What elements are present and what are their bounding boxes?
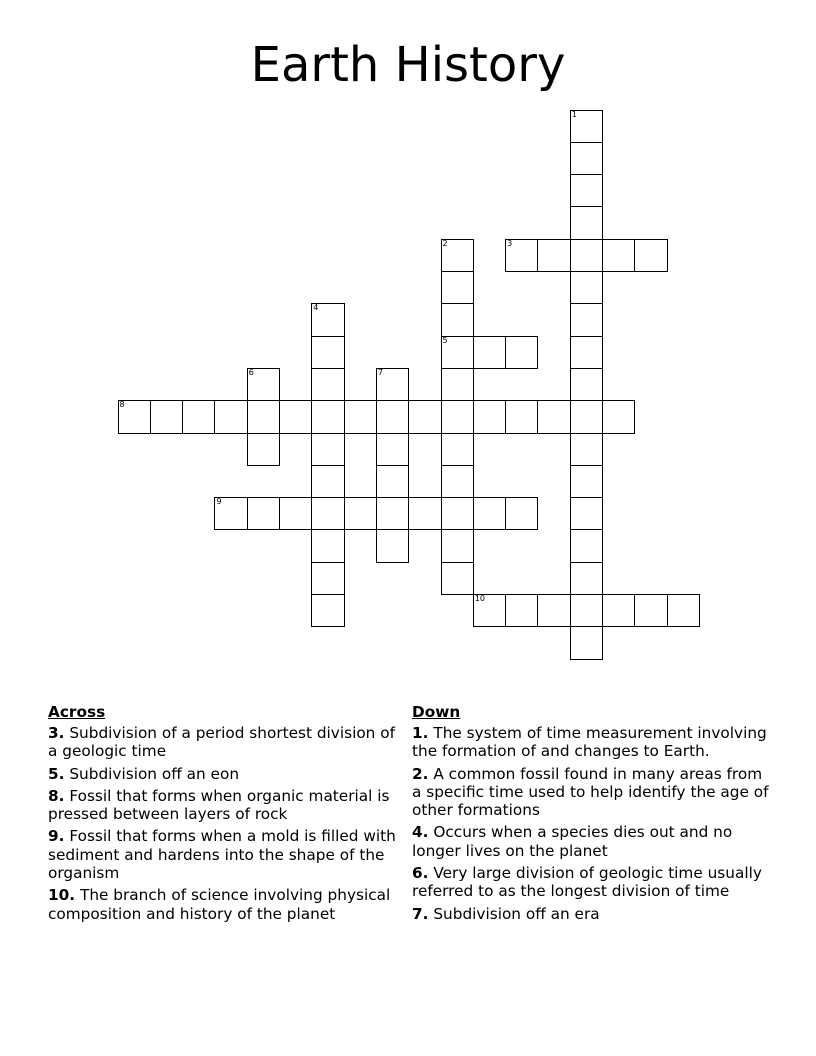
grid-cell[interactable]	[570, 336, 603, 369]
grid-cell[interactable]	[570, 142, 603, 175]
grid-cell[interactable]	[570, 594, 603, 627]
grid-cell[interactable]	[311, 465, 344, 498]
clue-text: The system of time measurement involving the formation of and changes to Earth.	[412, 724, 767, 761]
grid-cell[interactable]	[214, 497, 247, 530]
grid-cell[interactable]	[441, 433, 474, 466]
clue-text: Subdivision off an era	[433, 904, 600, 923]
clue-text: Fossil that forms when a mold is filled with sediment and hardens into the shape of the organism	[48, 827, 396, 883]
clue-down-4	[412, 823, 772, 860]
clue-text: Subdivision of a period shortest division of a geologic time	[48, 724, 395, 761]
clue-number: 7.	[412, 904, 429, 923]
grid-cell[interactable]	[311, 562, 344, 595]
grid-cell[interactable]	[570, 529, 603, 562]
grid-cell[interactable]	[311, 336, 344, 369]
grid-cell[interactable]	[344, 400, 377, 433]
grid-cell[interactable]	[505, 239, 538, 272]
grid-cell[interactable]	[537, 400, 570, 433]
clue-down-1	[412, 724, 772, 761]
grid-cell[interactable]	[311, 433, 344, 466]
grid-cell[interactable]	[570, 206, 603, 239]
grid-cell[interactable]	[247, 400, 280, 433]
grid-cell[interactable]	[344, 497, 377, 530]
cell-number: 1	[571, 109, 577, 119]
grid-cell[interactable]	[570, 368, 603, 401]
grid-cell[interactable]	[570, 239, 603, 272]
cell-number: 7	[377, 367, 383, 377]
grid-cell[interactable]	[473, 594, 506, 627]
grid-cell[interactable]	[376, 529, 409, 562]
grid-cell[interactable]	[150, 400, 183, 433]
grid-cell[interactable]	[505, 336, 538, 369]
grid-cell[interactable]	[311, 303, 344, 336]
grid-cell[interactable]	[311, 400, 344, 433]
grid-cell[interactable]	[570, 303, 603, 336]
grid-cell[interactable]	[634, 594, 667, 627]
grid-cell[interactable]	[441, 271, 474, 304]
grid-cell[interactable]	[602, 594, 635, 627]
grid-cell[interactable]	[602, 239, 635, 272]
grid-cell[interactable]	[247, 497, 280, 530]
clue-across-3	[48, 724, 408, 761]
grid-cell[interactable]	[570, 433, 603, 466]
grid-cell[interactable]	[441, 400, 474, 433]
down-heading: Down	[412, 703, 461, 721]
cell-number: 9	[216, 497, 222, 507]
grid-cell[interactable]	[473, 497, 506, 530]
grid-cell[interactable]	[311, 368, 344, 401]
clue-number: 5.	[48, 764, 65, 783]
cell-number: 8	[119, 400, 125, 410]
grid-cell[interactable]	[505, 400, 538, 433]
cell-number: 5	[442, 335, 448, 345]
clue-across-5	[48, 765, 408, 783]
grid-cell[interactable]	[441, 497, 474, 530]
cell-number: 3	[507, 238, 513, 248]
grid-cell[interactable]	[441, 562, 474, 595]
cell-number: 6	[248, 367, 254, 377]
grid-cell[interactable]	[279, 497, 312, 530]
grid-cell[interactable]	[441, 529, 474, 562]
grid-cell[interactable]	[634, 239, 667, 272]
grid-cell[interactable]	[570, 110, 603, 143]
grid-cell[interactable]	[279, 400, 312, 433]
grid-cell[interactable]	[570, 465, 603, 498]
clue-text: Subdivision off an eon	[69, 764, 240, 783]
grid-cell[interactable]	[570, 562, 603, 595]
grid-cell[interactable]	[602, 400, 635, 433]
grid-cell[interactable]	[376, 368, 409, 401]
grid-cell[interactable]	[473, 400, 506, 433]
clue-across-10	[48, 886, 408, 923]
grid-cell[interactable]	[376, 497, 409, 530]
grid-cell[interactable]	[311, 497, 344, 530]
grid-cell[interactable]	[182, 400, 215, 433]
grid-cell[interactable]	[376, 433, 409, 466]
grid-cell[interactable]	[505, 594, 538, 627]
grid-cell[interactable]	[441, 336, 474, 369]
grid-cell[interactable]	[247, 368, 280, 401]
puzzle-title: Earth History	[250, 37, 566, 93]
clue-number: 3.	[48, 724, 65, 742]
clue-across-9	[48, 827, 408, 882]
clue-text: Very large division of geologic time usually referred to as the longest division of time	[412, 864, 762, 901]
grid-cell[interactable]	[441, 239, 474, 272]
clue-down-7	[412, 905, 772, 923]
grid-cell[interactable]	[667, 594, 700, 627]
clue-number: 2.	[412, 764, 429, 783]
grid-cell[interactable]	[408, 400, 441, 433]
clue-across-8	[48, 787, 408, 824]
grid-cell[interactable]	[311, 594, 344, 627]
cell-number: 10	[474, 594, 485, 603]
clue-text: Occurs when a species dies out and no longer lives on the planet	[412, 823, 733, 860]
across-heading: Across	[48, 703, 106, 721]
clue-down-2	[412, 765, 772, 820]
grid-cell[interactable]	[505, 497, 538, 530]
cell-number: 2	[442, 238, 448, 248]
grid-cell[interactable]	[441, 465, 474, 498]
clue-number: 6.	[412, 864, 429, 883]
down-clues	[412, 703, 772, 927]
grid-cell[interactable]	[118, 400, 151, 433]
grid-cell[interactable]	[570, 400, 603, 433]
grid-cell[interactable]	[473, 336, 506, 369]
grid-cell[interactable]	[570, 497, 603, 530]
clue-text: A common fossil found in many areas from a specific time used to help identify the age of other formations	[412, 764, 769, 820]
grid-cell[interactable]	[247, 433, 280, 466]
grid-cell[interactable]	[537, 594, 570, 627]
grid-cell[interactable]	[408, 497, 441, 530]
grid-cell[interactable]	[376, 465, 409, 498]
grid-cell[interactable]	[376, 400, 409, 433]
cell-number: 4	[313, 303, 319, 313]
clue-number: 8.	[48, 786, 65, 805]
clue-number: 10.	[48, 886, 76, 905]
grid-cell[interactable]	[441, 303, 474, 336]
grid-cell[interactable]	[441, 368, 474, 401]
grid-cell[interactable]	[570, 626, 603, 659]
grid-cell[interactable]	[537, 239, 570, 272]
clue-number: 1.	[412, 724, 429, 742]
grid-cell[interactable]	[214, 400, 247, 433]
clue-text: Fossil that forms when organic material is pressed between layers of rock	[48, 786, 390, 824]
across-clues	[48, 703, 408, 927]
grid-cell[interactable]	[570, 271, 603, 304]
clue-number: 9.	[48, 827, 65, 846]
grid-cell[interactable]	[311, 529, 344, 562]
clue-number: 4.	[412, 823, 429, 842]
clue-text: The branch of science involving physical composition and history of the planet	[48, 886, 391, 923]
clue-down-6	[412, 864, 772, 901]
grid-cell[interactable]	[570, 174, 603, 207]
